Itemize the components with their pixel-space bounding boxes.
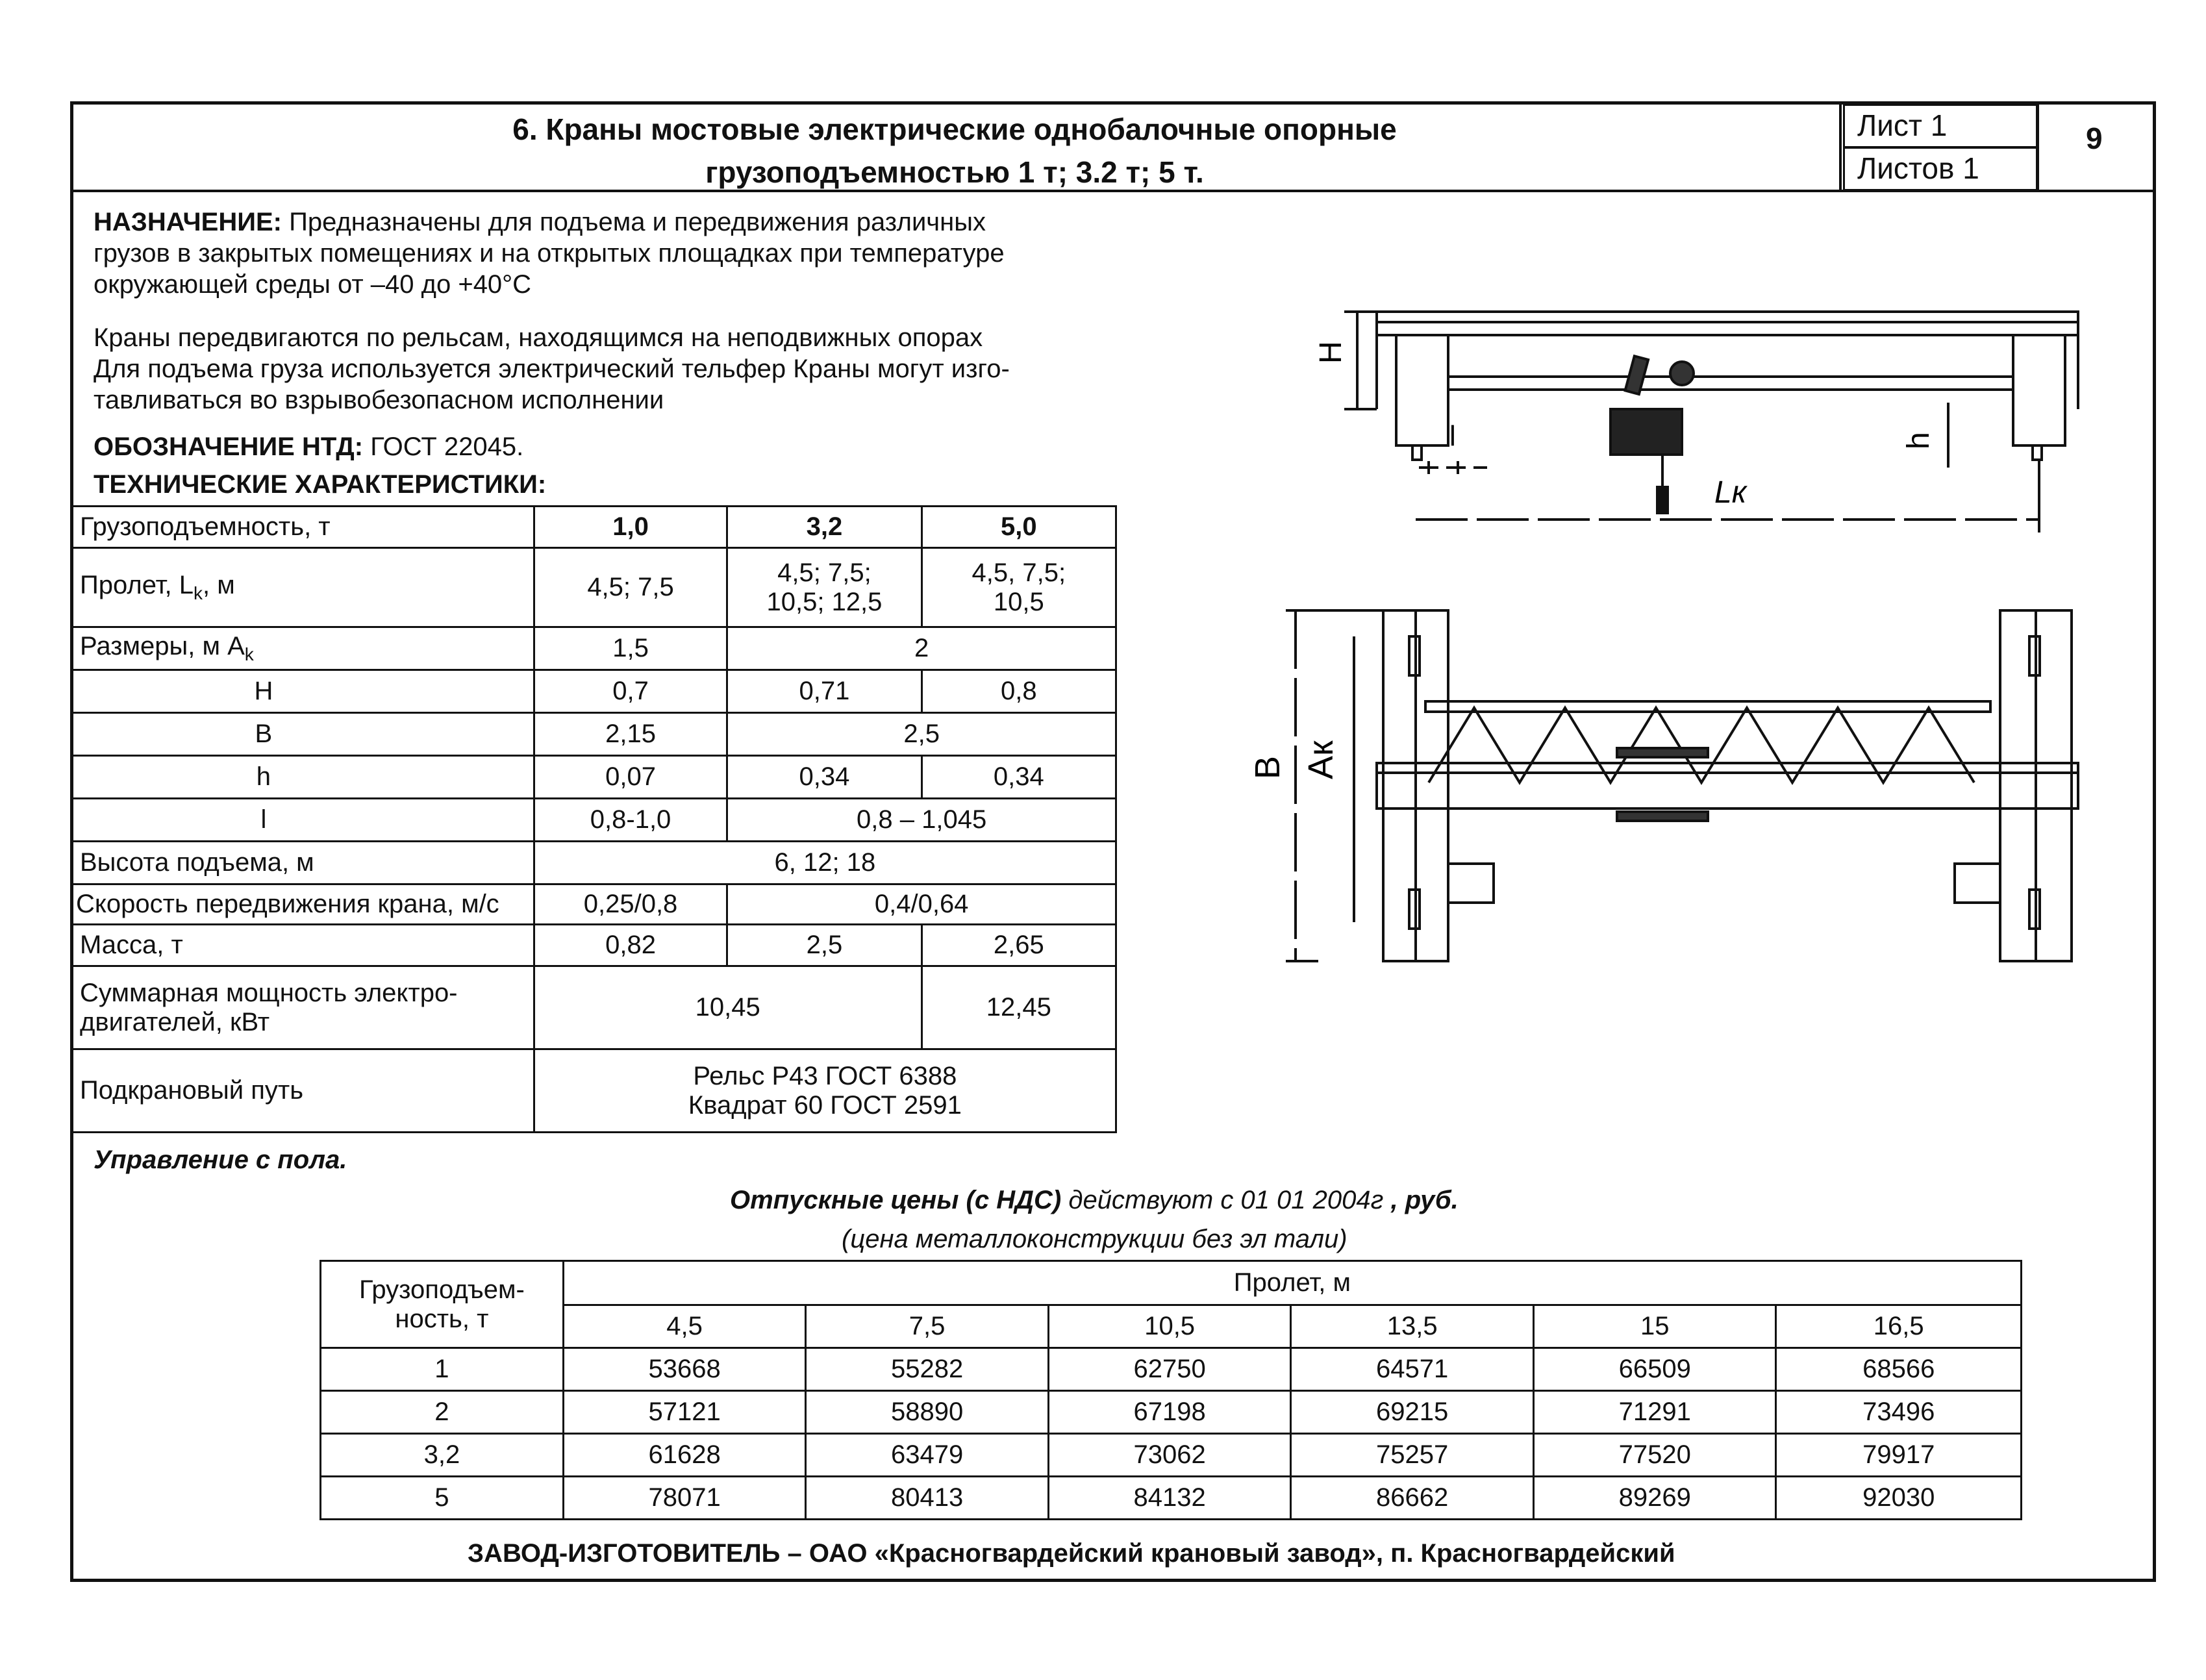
page-number: 9 — [2086, 121, 2103, 155]
table-row: 5 78071 80413 84132 86662 89269 92030 — [321, 1477, 2022, 1520]
label-lk: Lк — [1714, 475, 1747, 510]
table-row: l 0,8-1,0 0,8 – 1,045 — [71, 799, 1116, 842]
hoist-body — [1611, 409, 1682, 455]
label-h-small: h — [1901, 432, 1936, 449]
table-row: Подкрановый путь Рельс Р43 ГОСТ 6388 Квадрат 60 ГОСТ 2591 — [71, 1049, 1116, 1133]
price-title: Отпускные цены (с НДС) действуют с 01 01 2004г , руб. — [730, 1186, 1459, 1214]
auxiliary-girder — [1425, 701, 1990, 712]
hoist-motor — [1670, 362, 1694, 385]
main-girder — [1377, 763, 2078, 809]
page-title: 6. Краны мостовые электрические однобалочные опорные грузоподъемностью 1 т; 3.2 т; 5 т. — [512, 112, 1397, 189]
truss-lattice — [1429, 708, 1974, 783]
table-row: 3,2 61628 63479 73062 75257 77520 79917 — [321, 1434, 2022, 1477]
table-row: Грузоподъемность, т 1,0 3,2 5,0 — [71, 507, 1116, 548]
description-paragraph: Краны передвигаются по рельсам, находящимся на неподвижных опорах Для подъема груза используется электрический тельфер Краны могут изго- тавливаться во взрывобезопасном исполнении — [94, 323, 1010, 414]
table-row: 2 57121 58890 67198 69215 71291 73496 — [321, 1391, 2022, 1434]
label-ak: Aк — [1301, 740, 1340, 779]
table-row: H 0,7 0,71 0,8 — [71, 670, 1116, 713]
table-row: B 2,15 2,5 — [71, 713, 1116, 756]
table-row: 4,5 7,5 10,5 13,5 15 16,5 — [321, 1305, 2022, 1348]
label-l-small: l — [1449, 420, 1456, 452]
right-end-truck — [2013, 335, 2065, 445]
specs-heading: ТЕХНИЧЕСКИЕ ХАРАКТЕРИСТИКИ: — [94, 470, 547, 499]
table-row: 1 53668 55282 62750 64571 66509 68566 — [321, 1348, 2022, 1391]
sheet-label: Лист 1 — [1857, 108, 1948, 142]
table-row: Суммарная мощность электро- двигателей, кВт 10,45 12,45 — [71, 966, 1116, 1049]
table-row: Грузоподъем- ность, т Пролет, м — [321, 1261, 2022, 1305]
table-row: Масса, т 0,82 2,5 2,65 — [71, 925, 1116, 966]
price-table — [320, 1260, 2022, 1520]
crane-plan-view-drawing — [1247, 597, 2091, 974]
specs-table — [70, 505, 1117, 1133]
table-row: Пролет, $L_k$, м 4,5; 7,5 4,5; 7,5; 10,5; 12,5 4,5, 7,5; 10,5 — [71, 548, 1116, 627]
hook — [1657, 487, 1668, 513]
header-divider-vertical — [1839, 101, 1842, 191]
table-row: h 0,07 0,34 0,34 — [71, 756, 1116, 799]
table-row: Размеры, м $A_k$ 1,5 2 — [71, 627, 1116, 670]
page-number-divider — [2037, 101, 2039, 191]
manufacturer-line: ЗАВОД-ИЗГОТОВИТЕЛЬ – ОАО «Красногвардейский крановый завод», п. Красногвардейский — [468, 1539, 1675, 1568]
label-h-big: H — [1314, 341, 1348, 364]
control-note: Управление с пола. — [94, 1146, 347, 1174]
left-end-truck — [1396, 335, 1448, 445]
price-note: (цена металлоконструкции без эл тали) — [842, 1225, 1347, 1253]
crane-side-view-drawing — [1299, 299, 2104, 545]
table-row: Скорость передвижения крана, м/с 0,25/0,8 0,4/0,64 — [71, 884, 1116, 925]
standard-line: ОБОЗНАЧЕНИЕ НТД: ГОСТ 22045. — [94, 433, 524, 461]
purpose-paragraph: НАЗНАЧЕНИЕ: Предназначены для подъема и передвижения различных грузов в закрытых помещениях и на открытых площадках при температуре окружающей среды от –40 до +40°С — [94, 208, 1005, 299]
table-row: Высота подъема, м 6, 12; 18 — [71, 842, 1116, 884]
label-b: B — [1248, 755, 1287, 779]
sheets-label: Листов 1 — [1857, 151, 1979, 185]
purpose-label: НАЗНАЧЕНИЕ: — [94, 208, 282, 236]
hoist-trolley — [1617, 812, 1708, 821]
